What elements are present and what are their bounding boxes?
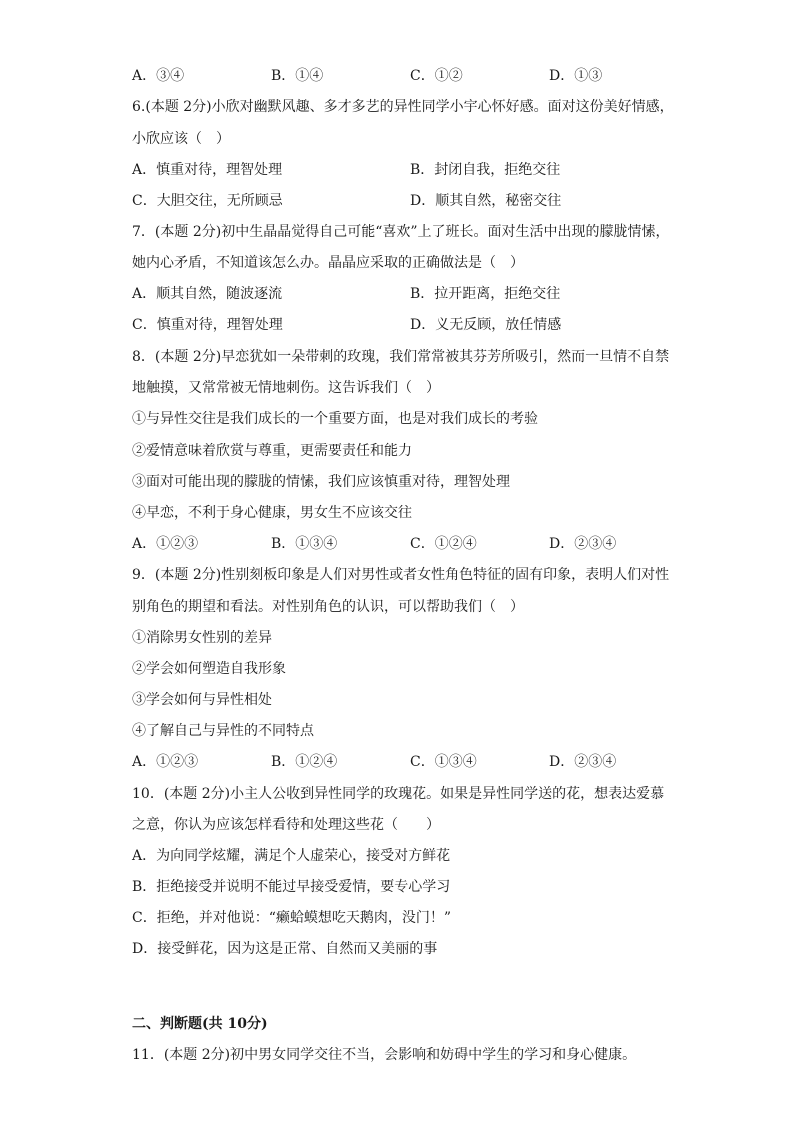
q9-statement-1: ①消除男女性别的差异 [132,630,272,646]
q8-stem-line1: 8．(本题 2分)早恋犹如一朵带刺的玫瑰，我们常常被其芬芳所吸引，然而一旦情不自禁 [132,349,670,365]
q9-statement-4: ④了解自己与异性的不同特点 [132,723,314,739]
q6-option-b: B．封闭自我，拒绝交往 [410,162,561,178]
q9-options [132,752,672,772]
q6-option-a: A．慎重对待，理智处理 [132,162,283,178]
q6-stem-line2: 小欣应该（ ） [132,131,230,147]
q8-option-a: A．①②③ [132,536,199,552]
q8-statement-4: ④早恋，不利于身心健康，男女生不应该交往 [132,505,412,521]
q10-stem-line1: 10．(本题 2分)小主人公收到异性同学的玫瑰花。如果是异性同学送的花，想表达爱慕 [132,786,665,802]
q7-options-row2 [132,315,672,335]
q6-options-row2 [132,191,672,211]
q10-option-c: C．拒绝，并对他说：“癞蛤蟆想吃天鹅肉，没门！” [132,910,452,926]
q10-option-b: B．拒绝接受并说明不能过早接受爱情，要专心学习 [132,879,451,895]
q7-option-d: D．义无反顾，放任情感 [410,317,562,333]
q8-option-d: D．②③④ [549,536,617,552]
q7-option-b: B．拉开距离，拒绝交往 [410,286,561,302]
q7-options-row1 [132,284,672,304]
section-title-judgement: 二、判断题(共 10分) [132,1016,268,1032]
q8-option-b: B．①③④ [271,536,338,552]
q9-statement-3: ③学会如何与异性相处 [132,692,272,708]
q10-option-d: D．接受鲜花，因为这是正常、自然而又美丽的事 [132,941,438,957]
q8-statement-3: ③面对可能出现的朦胧的情愫，我们应该慎重对待，理智处理 [132,474,510,490]
q6-stem-line1: 6.(本题 2分)小欣对幽默风趣、多才多艺的异性同学小宇心怀好感。面对这份美好情感， [132,99,674,115]
q8-stem-line2: 地触摸，又常常被无情地刺伤。这告诉我们（ ） [132,380,440,396]
q9-option-b: B．①②④ [271,754,338,770]
q10-option-a: A．为向同学炫耀，满足个人虚荣心，接受对方鲜花 [132,848,451,864]
q5-option-d: D．①③ [549,68,603,84]
q5-options [132,66,672,86]
q9-stem-line1: 9．(本题 2分)性别刻板印象是人们对男性或者女性角色特征的固有印象，表明人们对性 [132,567,670,583]
q8-statement-2: ②爱情意味着欣赏与尊重，更需要责任和能力 [132,443,412,459]
q7-option-c: C．慎重对待，理智处理 [132,317,283,333]
q11-stem: 11．(本题 2分)初中男女同学交往不当，会影响和妨碍中学生的学习和身心健康。 [132,1047,637,1063]
q9-option-c: C．①③④ [410,754,477,770]
q6-option-c: C．大胆交往，无所顾忌 [132,193,283,209]
q5-option-b: B．①④ [271,68,324,84]
q9-statement-2: ②学会如何塑造自我形象 [132,661,286,677]
q8-statement-1: ①与异性交往是我们成长的一个重要方面，也是对我们成长的考验 [132,411,538,427]
q9-option-d: D．②③④ [549,754,617,770]
q5-option-c: C．①② [410,68,463,84]
q6-option-d: D．顺其自然，秘密交往 [410,193,562,209]
q7-option-a: A．顺其自然，随波逐流 [132,286,283,302]
q9-stem-line2: 别角色的期望和看法。对性别角色的认识，可以帮助我们（ ） [132,599,524,615]
q8-option-c: C．①②④ [410,536,477,552]
q10-stem-line2: 之意，你认为应该怎样看待和处理这些花（ ） [132,817,440,833]
q8-options [132,534,672,554]
q5-option-a: A．③④ [132,68,185,84]
q9-option-a: A．①②③ [132,754,199,770]
q7-stem-line1: 7．(本题 2分)初中生晶晶觉得自己可能“喜欢”上了班长。面对生活中出现的朦胧情愫， [132,224,670,240]
q6-options-row1 [132,160,672,180]
q7-stem-line2: 她内心矛盾，不知道该怎么办。晶晶应采取的正确做法是（ ） [132,255,524,271]
